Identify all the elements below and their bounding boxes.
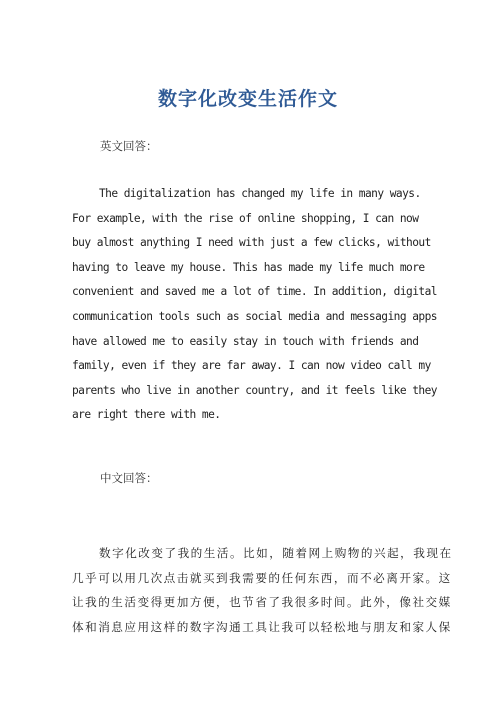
paragraph-line: convenient and saved me a lot of time. In addition, digital	[72, 285, 437, 299]
english-answer-label: 英文回答：	[100, 139, 158, 153]
chinese-answer-label: 中文回答：	[100, 471, 158, 485]
paragraph-line: 体和消息应用这样的数字沟通工具让我可以轻松地与朋友和家人保	[72, 619, 452, 634]
paragraph-line: 让我的生活变得更加方便，也节省了我很多时间。此外，像社交媒	[72, 595, 452, 610]
english-answer-paragraph	[72, 182, 438, 428]
paragraph-line: parents who live in another country, and it feels like they	[72, 383, 437, 397]
paragraph-line: are right there with me.	[72, 408, 221, 422]
paragraph-line: buy almost anything I need with just a few clicks, without	[72, 236, 431, 250]
paragraph-line: For example, with the rise of online shopping, I can now	[72, 211, 419, 225]
paragraph-line: The digitalization has changed my life in many ways.	[99, 187, 421, 200]
paragraph-line: 几乎可以用几次点击就买到我需要的任何东西，而不必离开家。这	[72, 570, 452, 585]
chinese-answer-paragraph	[72, 541, 453, 639]
paragraph-line: 数字化改变了我的生活。比如，随着网上购物的兴起，我现在	[99, 546, 453, 560]
paragraph-line: family, even if they are far away. I can now video call my	[72, 359, 431, 373]
paragraph-line: communication tools such as social media and messaging apps	[72, 309, 437, 323]
document-title: 数字化改变生活作文	[157, 88, 338, 110]
paragraph-line: have allowed me to easily stay in touch with friends and	[72, 334, 419, 348]
paragraph-line: having to leave my house. This has made my life much more	[72, 260, 425, 274]
